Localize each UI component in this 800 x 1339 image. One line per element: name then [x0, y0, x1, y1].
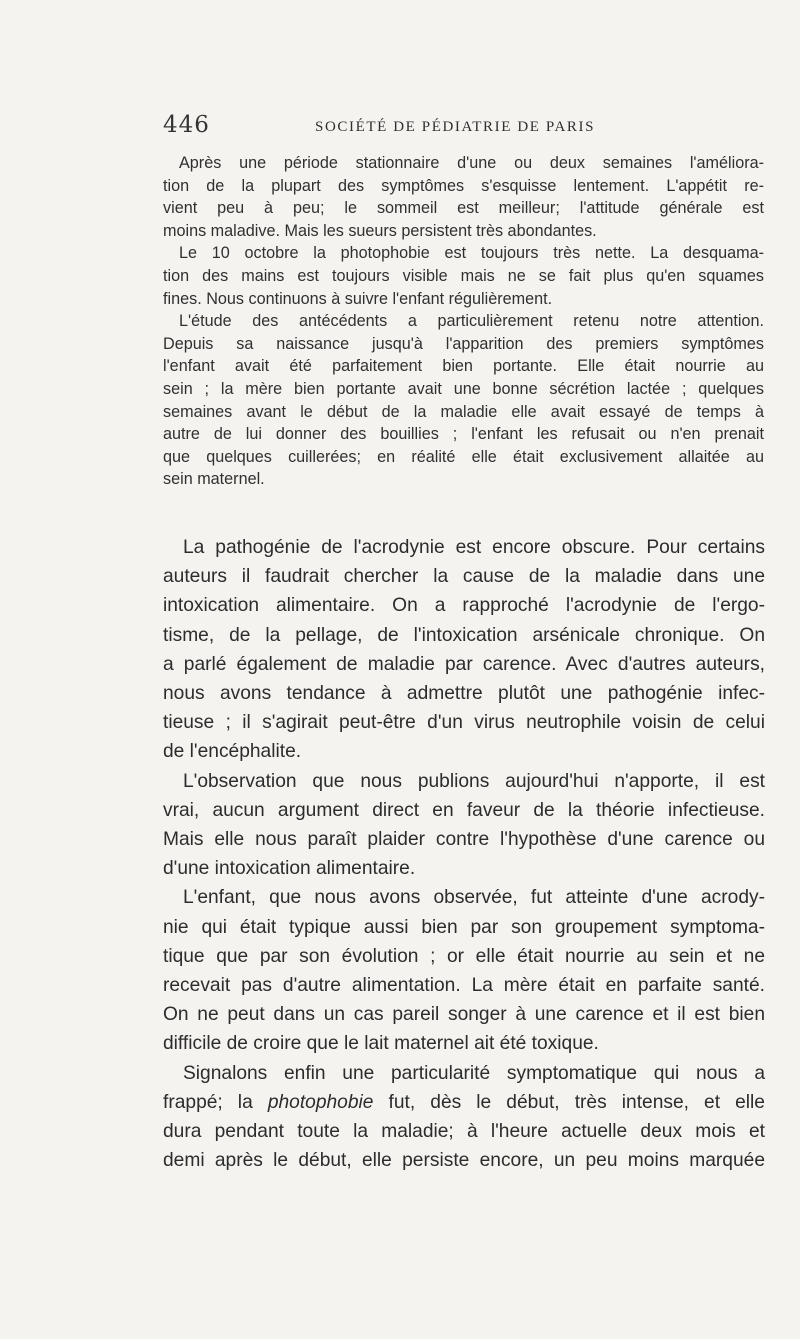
discussion-text — [163, 533, 765, 1175]
text-line: Signalons enfin une particularité symptomatique qui nous a — [183, 1062, 765, 1084]
emphasized-term: photophobie — [267, 1091, 374, 1113]
text-line: vient peu à peu; le sommeil est meilleur; l'attitude générale est — [163, 199, 764, 218]
text-line: demi après le début, elle persiste encore, un peu moins marquée — [163, 1150, 765, 1172]
text-segment: fut, dès le début, très intense, et elle — [388, 1091, 765, 1113]
text-line: L'enfant, que nous avons observée, fut atteinte d'une acrody- — [183, 887, 765, 909]
text-line: d'une intoxication alimentaire. — [163, 858, 416, 880]
text-line: semaines avant le début de la maladie elle avait essayé de temps à — [163, 402, 764, 421]
text-line: recevait pas d'autre alimentation. La mère était en parfaite santé. — [163, 975, 765, 997]
running-head: SOCIÉTÉ DE PÉDIATRIE DE PARIS — [315, 119, 596, 135]
text-line: fines. Nous continuons à suivre l'enfant régulièrement. — [163, 289, 553, 308]
text-line: de l'encéphalite. — [163, 741, 302, 763]
text-line: sein ; la mère bien portante avait une bonne sécrétion lactée ; quelques — [163, 379, 764, 398]
text-line: La pathogénie de l'acrodynie est encore obscure. Pour certains — [183, 537, 765, 558]
text-line: tion des mains est toujours visible mais ne se fait plus qu'en squames — [163, 266, 764, 285]
text-line: autre de lui donner des bouillies ; l'enfant les refusait ou n'en prenait — [163, 425, 764, 444]
text-line: que quelques cuillerées; en réalité elle était exclusivement allaitée au — [163, 447, 764, 466]
text-line: auteurs il faudrait chercher la cause de la maladie dans une — [163, 566, 765, 588]
text-line: nous avons tendance à admettre plutôt une pathogénie infec- — [163, 683, 765, 705]
text-line: difficile de croire que le lait maternel ait été toxique. — [163, 1033, 599, 1055]
text-line: L'étude des antécédents a particulièrement retenu notre attention. — [179, 312, 764, 331]
text-line: tion de la plupart des symptômes s'esquisse lentement. L'appétit re- — [163, 176, 764, 195]
text-line: On ne peut dans un cas pareil songer à une carence et il est bien — [163, 1004, 765, 1026]
text-segment: frappé; la — [163, 1091, 253, 1113]
case-observation-text — [163, 152, 764, 491]
page-header — [163, 112, 763, 142]
text-line: tisme, de la pellage, de l'intoxication arsénicale chronique. On — [163, 624, 765, 646]
text-line: tieuse ; il s'agirait peut-être d'un virus neutrophile voisin de celui — [163, 712, 765, 734]
text-line: Depuis sa naissance jusqu'à l'apparition des premiers symptômes — [163, 334, 764, 353]
text-line: a parlé également de maladie par carence. Avec d'autres auteurs, — [163, 653, 765, 675]
text-line: dura pendant toute la maladie; à l'heure actuelle deux mois et — [163, 1121, 765, 1143]
text-line: nie qui était typique aussi bien par son groupement symptoma- — [163, 916, 765, 938]
page-number: 446 — [163, 112, 210, 138]
text-line: intoxication alimentaire. On a rapproché l'acrodynie de l'ergo- — [163, 595, 765, 617]
text-line: l'enfant avait été parfaitement bien portante. Elle était nourrie au — [163, 357, 764, 376]
text-line: sein maternel. — [163, 470, 265, 489]
text-line: Le 10 octobre la photophobie est toujours très nette. La desquama- — [179, 244, 764, 263]
text-line: Après une période stationnaire d'une ou deux semaines l'améliora- — [179, 154, 764, 172]
text-line: tique que par son évolution ; or elle était nourrie au sein et ne — [163, 945, 765, 967]
text-line: Mais elle nous paraît plaider contre l'hypothèse d'une carence ou — [163, 829, 765, 851]
text-line: vrai, aucun argument direct en faveur de la théorie infectieuse. — [163, 799, 765, 821]
text-line: moins maladive. Mais les sueurs persistent très abondantes. — [163, 221, 597, 240]
text-line: L'observation que nous publions aujourd'hui n'apporte, il est — [183, 770, 765, 792]
text-line-with-emphasis — [163, 1088, 765, 1117]
